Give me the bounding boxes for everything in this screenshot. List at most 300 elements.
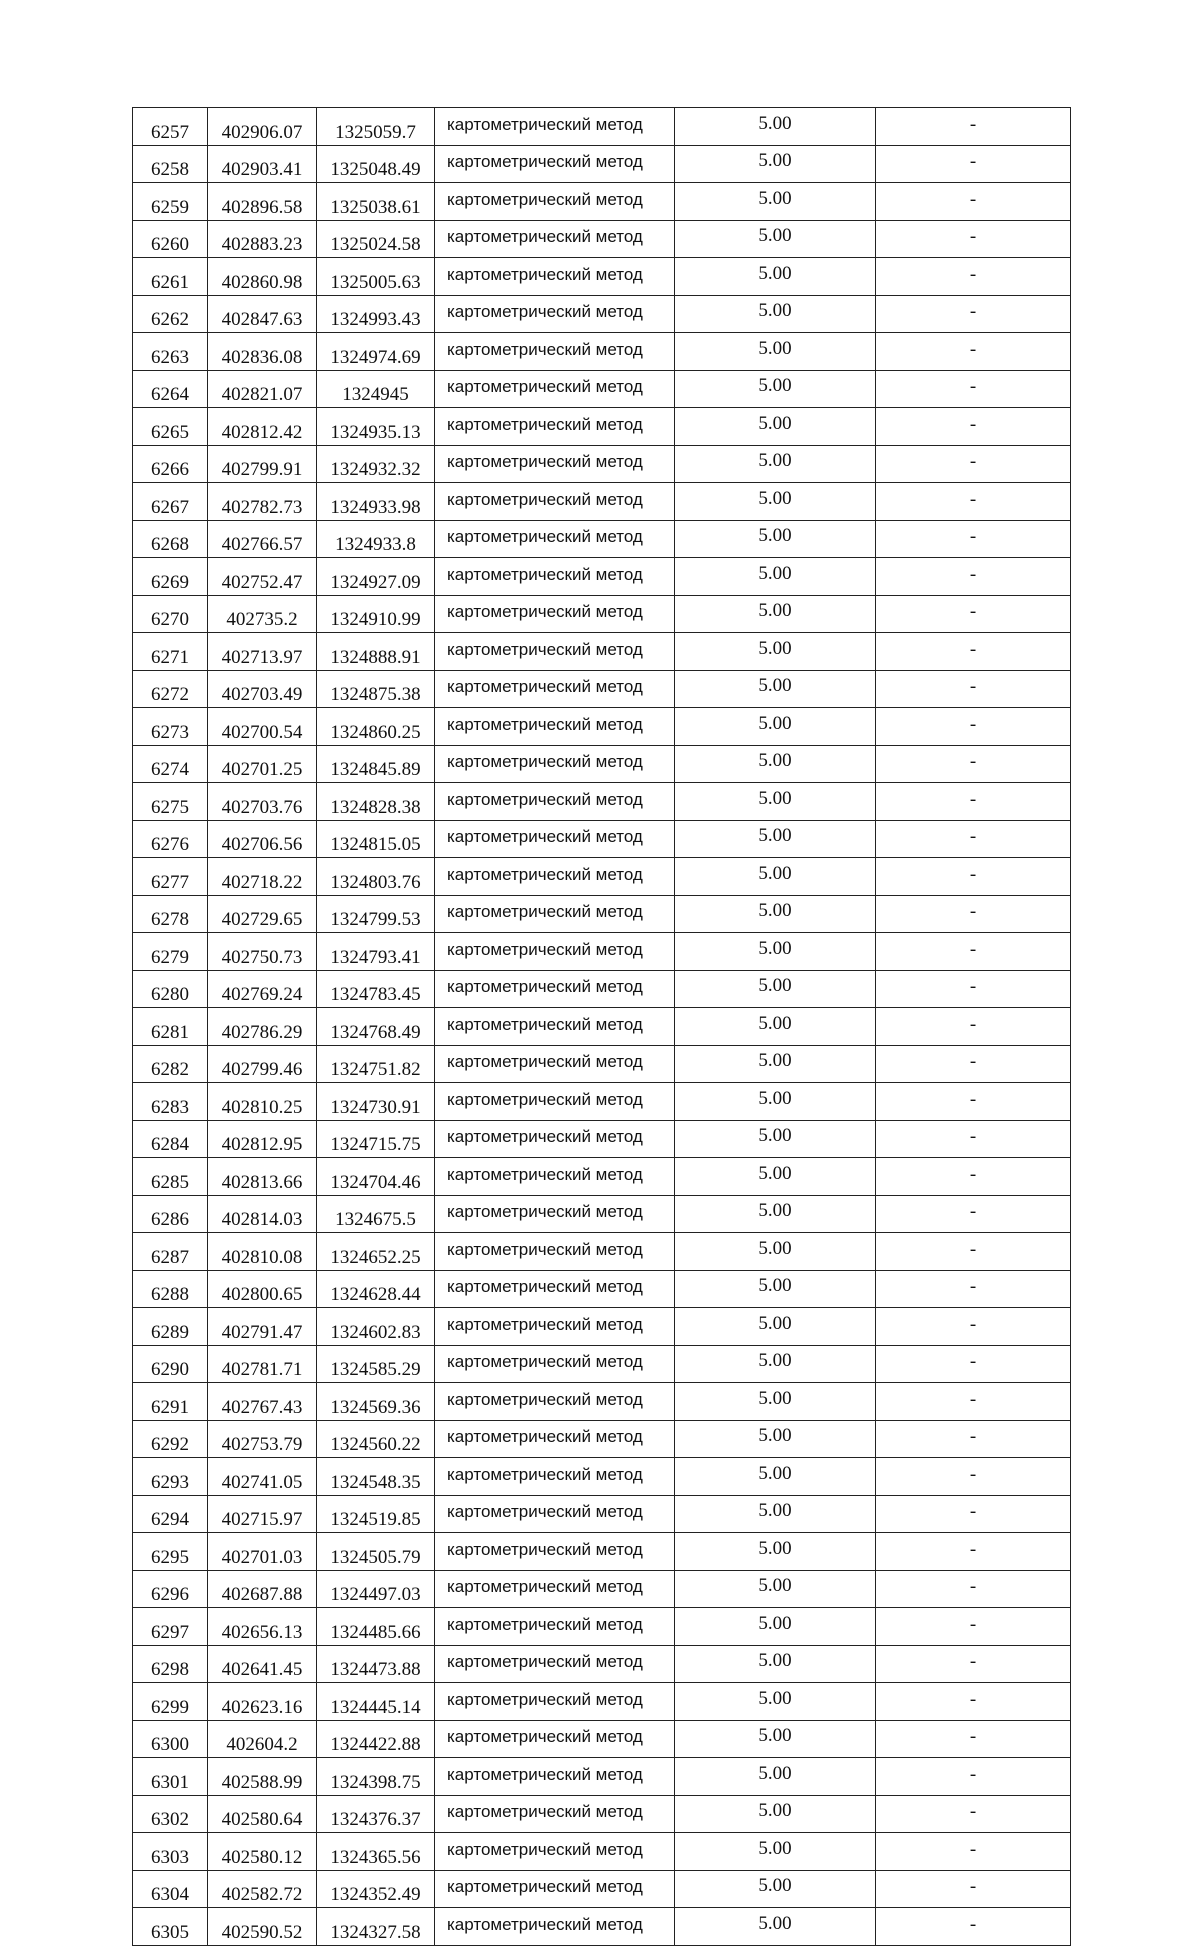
method-cell: картометрический метод	[435, 1008, 675, 1046]
y-coordinate-cell: 1324993.43	[317, 295, 435, 333]
note-cell: -	[876, 1795, 1071, 1833]
point-number-cell: 6291	[133, 1383, 208, 1421]
y-coordinate-cell: 1324398.75	[317, 1758, 435, 1796]
x-coordinate-cell: 402641.45	[208, 1645, 317, 1683]
accuracy-cell: 5.00	[675, 783, 876, 821]
y-coordinate-cell: 1324815.05	[317, 820, 435, 858]
note-cell: -	[876, 1045, 1071, 1083]
method-cell: картометрический метод	[435, 1608, 675, 1646]
point-number-cell: 6277	[133, 858, 208, 896]
table-row	[133, 783, 1071, 821]
accuracy-cell: 5.00	[675, 1645, 876, 1683]
table-row	[133, 483, 1071, 521]
accuracy-cell: 5.00	[675, 145, 876, 183]
point-number-cell: 6276	[133, 820, 208, 858]
table-row	[133, 1533, 1071, 1571]
method-cell: картометрический метод	[435, 483, 675, 521]
accuracy-cell: 5.00	[675, 183, 876, 221]
point-number-cell: 6286	[133, 1195, 208, 1233]
accuracy-cell: 5.00	[675, 1908, 876, 1946]
table-row	[133, 708, 1071, 746]
point-number-cell: 6297	[133, 1608, 208, 1646]
y-coordinate-cell: 1324935.13	[317, 408, 435, 446]
table-row	[133, 1570, 1071, 1608]
note-cell: -	[876, 1495, 1071, 1533]
note-cell: -	[876, 633, 1071, 671]
y-coordinate-cell: 1324751.82	[317, 1045, 435, 1083]
y-coordinate-cell: 1324585.29	[317, 1345, 435, 1383]
table-row	[133, 1270, 1071, 1308]
table-row	[133, 970, 1071, 1008]
point-number-cell: 6278	[133, 895, 208, 933]
point-number-cell: 6268	[133, 520, 208, 558]
x-coordinate-cell: 402735.2	[208, 595, 317, 633]
y-coordinate-cell: 1324793.41	[317, 933, 435, 971]
method-cell: картометрический метод	[435, 295, 675, 333]
x-coordinate-cell: 402582.72	[208, 1870, 317, 1908]
point-number-cell: 6263	[133, 333, 208, 371]
note-cell: -	[876, 1533, 1071, 1571]
y-coordinate-cell: 1324845.89	[317, 745, 435, 783]
x-coordinate-cell: 402906.07	[208, 108, 317, 146]
point-number-cell: 6274	[133, 745, 208, 783]
y-coordinate-cell: 1324704.46	[317, 1158, 435, 1196]
point-number-cell: 6273	[133, 708, 208, 746]
method-cell: картометрический метод	[435, 258, 675, 296]
note-cell: -	[876, 220, 1071, 258]
table-row	[133, 295, 1071, 333]
table-row	[133, 895, 1071, 933]
method-cell: картометрический метод	[435, 370, 675, 408]
table-row	[133, 1495, 1071, 1533]
note-cell: -	[876, 595, 1071, 633]
point-number-cell: 6284	[133, 1120, 208, 1158]
table-row	[133, 258, 1071, 296]
note-cell: -	[876, 1833, 1071, 1871]
table-row	[133, 1120, 1071, 1158]
point-number-cell: 6261	[133, 258, 208, 296]
method-cell: картометрический метод	[435, 408, 675, 446]
y-coordinate-cell: 1324888.91	[317, 633, 435, 671]
y-coordinate-cell: 1324675.5	[317, 1195, 435, 1233]
note-cell: -	[876, 1683, 1071, 1721]
accuracy-cell: 5.00	[675, 1383, 876, 1421]
accuracy-cell: 5.00	[675, 1683, 876, 1721]
table-row	[133, 820, 1071, 858]
note-cell: -	[876, 1908, 1071, 1946]
note-cell: -	[876, 1083, 1071, 1121]
note-cell: -	[876, 295, 1071, 333]
note-cell: -	[876, 783, 1071, 821]
y-coordinate-cell: 1324932.32	[317, 445, 435, 483]
note-cell: -	[876, 1158, 1071, 1196]
y-coordinate-cell: 1324473.88	[317, 1645, 435, 1683]
method-cell: картометрический метод	[435, 670, 675, 708]
accuracy-cell: 5.00	[675, 933, 876, 971]
method-cell: картометрический метод	[435, 108, 675, 146]
point-number-cell: 6271	[133, 633, 208, 671]
accuracy-cell: 5.00	[675, 970, 876, 1008]
method-cell: картометрический метод	[435, 1908, 675, 1946]
accuracy-cell: 5.00	[675, 258, 876, 296]
table-row	[133, 1758, 1071, 1796]
method-cell: картометрический метод	[435, 970, 675, 1008]
y-coordinate-cell: 1324628.44	[317, 1270, 435, 1308]
note-cell: -	[876, 1458, 1071, 1496]
x-coordinate-cell: 402741.05	[208, 1458, 317, 1496]
x-coordinate-cell: 402687.88	[208, 1570, 317, 1608]
accuracy-cell: 5.00	[675, 1870, 876, 1908]
table-row	[133, 1008, 1071, 1046]
x-coordinate-cell: 402590.52	[208, 1908, 317, 1946]
table-row	[133, 1833, 1071, 1871]
point-number-cell: 6272	[133, 670, 208, 708]
note-cell: -	[876, 1383, 1071, 1421]
y-coordinate-cell: 1324828.38	[317, 783, 435, 821]
accuracy-cell: 5.00	[675, 1795, 876, 1833]
y-coordinate-cell: 1325024.58	[317, 220, 435, 258]
point-number-cell: 6265	[133, 408, 208, 446]
x-coordinate-cell: 402786.29	[208, 1008, 317, 1046]
method-cell: картометрический метод	[435, 1645, 675, 1683]
point-number-cell: 6275	[133, 783, 208, 821]
x-coordinate-cell: 402766.57	[208, 520, 317, 558]
method-cell: картометрический метод	[435, 145, 675, 183]
y-coordinate-cell: 1324933.98	[317, 483, 435, 521]
point-number-cell: 6262	[133, 295, 208, 333]
method-cell: картометрический метод	[435, 520, 675, 558]
accuracy-cell: 5.00	[675, 1233, 876, 1271]
note-cell: -	[876, 370, 1071, 408]
method-cell: картометрический метод	[435, 1233, 675, 1271]
note-cell: -	[876, 558, 1071, 596]
x-coordinate-cell: 402701.25	[208, 745, 317, 783]
table-row	[133, 370, 1071, 408]
point-number-cell: 6299	[133, 1683, 208, 1721]
x-coordinate-cell: 402580.12	[208, 1833, 317, 1871]
table-row	[133, 408, 1071, 446]
note-cell: -	[876, 1233, 1071, 1271]
method-cell: картометрический метод	[435, 933, 675, 971]
accuracy-cell: 5.00	[675, 370, 876, 408]
point-number-cell: 6301	[133, 1758, 208, 1796]
point-number-cell: 6264	[133, 370, 208, 408]
x-coordinate-cell: 402623.16	[208, 1683, 317, 1721]
x-coordinate-cell: 402847.63	[208, 295, 317, 333]
note-cell: -	[876, 1870, 1071, 1908]
accuracy-cell: 5.00	[675, 1758, 876, 1796]
y-coordinate-cell: 1324327.58	[317, 1908, 435, 1946]
point-number-cell: 6289	[133, 1308, 208, 1346]
note-cell: -	[876, 1758, 1071, 1796]
point-number-cell: 6302	[133, 1795, 208, 1833]
note-cell: -	[876, 1608, 1071, 1646]
x-coordinate-cell: 402588.99	[208, 1758, 317, 1796]
method-cell: картометрический метод	[435, 895, 675, 933]
method-cell: картометрический метод	[435, 1458, 675, 1496]
y-coordinate-cell: 1324927.09	[317, 558, 435, 596]
point-number-cell: 6280	[133, 970, 208, 1008]
table-row	[133, 220, 1071, 258]
accuracy-cell: 5.00	[675, 670, 876, 708]
y-coordinate-cell: 1324485.66	[317, 1608, 435, 1646]
point-number-cell: 6283	[133, 1083, 208, 1121]
method-cell: картометрический метод	[435, 820, 675, 858]
accuracy-cell: 5.00	[675, 108, 876, 146]
x-coordinate-cell: 402703.76	[208, 783, 317, 821]
point-number-cell: 6290	[133, 1345, 208, 1383]
note-cell: -	[876, 1270, 1071, 1308]
table-row	[133, 108, 1071, 146]
point-number-cell: 6285	[133, 1158, 208, 1196]
y-coordinate-cell: 1324352.49	[317, 1870, 435, 1908]
table-row	[133, 1308, 1071, 1346]
note-cell: -	[876, 820, 1071, 858]
coordinates-table	[132, 107, 1071, 1946]
point-number-cell: 6259	[133, 183, 208, 221]
point-number-cell: 6260	[133, 220, 208, 258]
table-row	[133, 1645, 1071, 1683]
x-coordinate-cell: 402836.08	[208, 333, 317, 371]
table-row	[133, 745, 1071, 783]
table-row	[133, 1683, 1071, 1721]
note-cell: -	[876, 183, 1071, 221]
y-coordinate-cell: 1324910.99	[317, 595, 435, 633]
x-coordinate-cell: 402656.13	[208, 1608, 317, 1646]
x-coordinate-cell: 402903.41	[208, 145, 317, 183]
note-cell: -	[876, 258, 1071, 296]
method-cell: картометрический метод	[435, 858, 675, 896]
y-coordinate-cell: 1324497.03	[317, 1570, 435, 1608]
x-coordinate-cell: 402799.91	[208, 445, 317, 483]
x-coordinate-cell: 402813.66	[208, 1158, 317, 1196]
table-row	[133, 1420, 1071, 1458]
y-coordinate-cell: 1324505.79	[317, 1533, 435, 1571]
point-number-cell: 6293	[133, 1458, 208, 1496]
y-coordinate-cell: 1324445.14	[317, 1683, 435, 1721]
table-row	[133, 445, 1071, 483]
accuracy-cell: 5.00	[675, 220, 876, 258]
point-number-cell: 6279	[133, 933, 208, 971]
note-cell: -	[876, 895, 1071, 933]
note-cell: -	[876, 708, 1071, 746]
y-coordinate-cell: 1324768.49	[317, 1008, 435, 1046]
method-cell: картометрический метод	[435, 558, 675, 596]
table-row	[133, 183, 1071, 221]
note-cell: -	[876, 520, 1071, 558]
point-number-cell: 6270	[133, 595, 208, 633]
method-cell: картометрический метод	[435, 1308, 675, 1346]
method-cell: картометрический метод	[435, 595, 675, 633]
table-row	[133, 858, 1071, 896]
x-coordinate-cell: 402810.08	[208, 1233, 317, 1271]
method-cell: картометрический метод	[435, 220, 675, 258]
coordinates-table-body	[133, 108, 1071, 1946]
x-coordinate-cell: 402769.24	[208, 970, 317, 1008]
x-coordinate-cell: 402703.49	[208, 670, 317, 708]
x-coordinate-cell: 402791.47	[208, 1308, 317, 1346]
accuracy-cell: 5.00	[675, 1533, 876, 1571]
x-coordinate-cell: 402753.79	[208, 1420, 317, 1458]
table-row	[133, 670, 1071, 708]
y-coordinate-cell: 1324602.83	[317, 1308, 435, 1346]
accuracy-cell: 5.00	[675, 1045, 876, 1083]
accuracy-cell: 5.00	[675, 708, 876, 746]
method-cell: картометрический метод	[435, 1083, 675, 1121]
note-cell: -	[876, 670, 1071, 708]
table-row	[133, 1908, 1071, 1946]
accuracy-cell: 5.00	[675, 1083, 876, 1121]
y-coordinate-cell: 1324519.85	[317, 1495, 435, 1533]
note-cell: -	[876, 1120, 1071, 1158]
note-cell: -	[876, 970, 1071, 1008]
note-cell: -	[876, 333, 1071, 371]
accuracy-cell: 5.00	[675, 1195, 876, 1233]
point-number-cell: 6292	[133, 1420, 208, 1458]
note-cell: -	[876, 445, 1071, 483]
y-coordinate-cell: 1324974.69	[317, 333, 435, 371]
accuracy-cell: 5.00	[675, 745, 876, 783]
method-cell: картометрический метод	[435, 1195, 675, 1233]
x-coordinate-cell: 402896.58	[208, 183, 317, 221]
accuracy-cell: 5.00	[675, 1120, 876, 1158]
method-cell: картометрический метод	[435, 1870, 675, 1908]
y-coordinate-cell: 1324560.22	[317, 1420, 435, 1458]
note-cell: -	[876, 1720, 1071, 1758]
table-row	[133, 1608, 1071, 1646]
x-coordinate-cell: 402812.42	[208, 408, 317, 446]
note-cell: -	[876, 1195, 1071, 1233]
x-coordinate-cell: 402729.65	[208, 895, 317, 933]
table-row	[133, 333, 1071, 371]
y-coordinate-cell: 1324569.36	[317, 1383, 435, 1421]
y-coordinate-cell: 1324730.91	[317, 1083, 435, 1121]
x-coordinate-cell: 402706.56	[208, 820, 317, 858]
point-number-cell: 6288	[133, 1270, 208, 1308]
method-cell: картометрический метод	[435, 783, 675, 821]
point-number-cell: 6300	[133, 1720, 208, 1758]
note-cell: -	[876, 145, 1071, 183]
x-coordinate-cell: 402752.47	[208, 558, 317, 596]
point-number-cell: 6296	[133, 1570, 208, 1608]
note-cell: -	[876, 858, 1071, 896]
table-row	[133, 558, 1071, 596]
x-coordinate-cell: 402799.46	[208, 1045, 317, 1083]
y-coordinate-cell: 1324945	[317, 370, 435, 408]
method-cell: картометрический метод	[435, 745, 675, 783]
y-coordinate-cell: 1324803.76	[317, 858, 435, 896]
accuracy-cell: 5.00	[675, 1308, 876, 1346]
table-row	[133, 1720, 1071, 1758]
y-coordinate-cell: 1325005.63	[317, 258, 435, 296]
table-row	[133, 1045, 1071, 1083]
table-row	[133, 145, 1071, 183]
x-coordinate-cell: 402860.98	[208, 258, 317, 296]
accuracy-cell: 5.00	[675, 1495, 876, 1533]
table-row	[133, 933, 1071, 971]
x-coordinate-cell: 402715.97	[208, 1495, 317, 1533]
method-cell: картометрический метод	[435, 1045, 675, 1083]
table-row	[133, 1195, 1071, 1233]
note-cell: -	[876, 1645, 1071, 1683]
accuracy-cell: 5.00	[675, 1158, 876, 1196]
table-row	[133, 1795, 1071, 1833]
note-cell: -	[876, 745, 1071, 783]
accuracy-cell: 5.00	[675, 858, 876, 896]
method-cell: картометрический метод	[435, 1833, 675, 1871]
y-coordinate-cell: 1324715.75	[317, 1120, 435, 1158]
x-coordinate-cell: 402767.43	[208, 1383, 317, 1421]
point-number-cell: 6304	[133, 1870, 208, 1908]
accuracy-cell: 5.00	[675, 820, 876, 858]
point-number-cell: 6298	[133, 1645, 208, 1683]
x-coordinate-cell: 402750.73	[208, 933, 317, 971]
method-cell: картометрический метод	[435, 1495, 675, 1533]
method-cell: картометрический метод	[435, 1383, 675, 1421]
x-coordinate-cell: 402718.22	[208, 858, 317, 896]
accuracy-cell: 5.00	[675, 1420, 876, 1458]
y-coordinate-cell: 1324933.8	[317, 520, 435, 558]
point-number-cell: 6258	[133, 145, 208, 183]
accuracy-cell: 5.00	[675, 595, 876, 633]
y-coordinate-cell: 1325048.49	[317, 145, 435, 183]
note-cell: -	[876, 933, 1071, 971]
accuracy-cell: 5.00	[675, 483, 876, 521]
method-cell: картометрический метод	[435, 333, 675, 371]
note-cell: -	[876, 1308, 1071, 1346]
accuracy-cell: 5.00	[675, 333, 876, 371]
accuracy-cell: 5.00	[675, 1458, 876, 1496]
point-number-cell: 6294	[133, 1495, 208, 1533]
method-cell: картометрический метод	[435, 1158, 675, 1196]
table-row	[133, 1458, 1071, 1496]
x-coordinate-cell: 402701.03	[208, 1533, 317, 1571]
point-number-cell: 6303	[133, 1833, 208, 1871]
method-cell: картометрический метод	[435, 633, 675, 671]
method-cell: картометрический метод	[435, 1420, 675, 1458]
y-coordinate-cell: 1324875.38	[317, 670, 435, 708]
point-number-cell: 6295	[133, 1533, 208, 1571]
note-cell: -	[876, 1008, 1071, 1046]
method-cell: картометрический метод	[435, 183, 675, 221]
point-number-cell: 6267	[133, 483, 208, 521]
table-row	[133, 633, 1071, 671]
method-cell: картометрический метод	[435, 1683, 675, 1721]
accuracy-cell: 5.00	[675, 520, 876, 558]
accuracy-cell: 5.00	[675, 1833, 876, 1871]
point-number-cell: 6269	[133, 558, 208, 596]
note-cell: -	[876, 408, 1071, 446]
x-coordinate-cell: 402812.95	[208, 1120, 317, 1158]
method-cell: картометрический метод	[435, 445, 675, 483]
table-row	[133, 595, 1071, 633]
y-coordinate-cell: 1324422.88	[317, 1720, 435, 1758]
y-coordinate-cell: 1324365.56	[317, 1833, 435, 1871]
accuracy-cell: 5.00	[675, 1608, 876, 1646]
note-cell: -	[876, 1570, 1071, 1608]
y-coordinate-cell: 1324548.35	[317, 1458, 435, 1496]
y-coordinate-cell: 1324783.45	[317, 970, 435, 1008]
x-coordinate-cell: 402814.03	[208, 1195, 317, 1233]
x-coordinate-cell: 402580.64	[208, 1795, 317, 1833]
table-row	[133, 1083, 1071, 1121]
accuracy-cell: 5.00	[675, 558, 876, 596]
accuracy-cell: 5.00	[675, 1270, 876, 1308]
accuracy-cell: 5.00	[675, 895, 876, 933]
accuracy-cell: 5.00	[675, 295, 876, 333]
x-coordinate-cell: 402604.2	[208, 1720, 317, 1758]
accuracy-cell: 5.00	[675, 1345, 876, 1383]
